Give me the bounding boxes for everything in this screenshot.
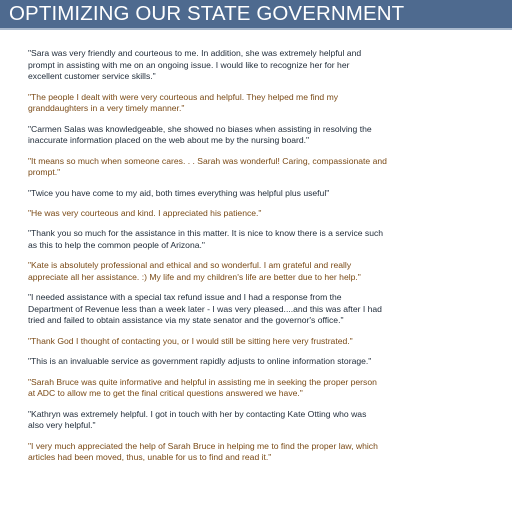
testimonial-quote [28, 336, 502, 348]
quote-line: "Kathryn was extremely helpful. I got in touch with her by contacting Kate Otting who was [28, 408, 367, 419]
title-bar [0, 0, 512, 30]
testimonial-quote [28, 188, 502, 200]
quote-line: "He was very courteous and kind. I appreciated his patience." [28, 207, 262, 218]
quote-line: "Thank God I thought of contacting you, or I would still be sitting here very frustrated." [28, 335, 353, 346]
testimonial-quote [28, 377, 502, 400]
quote-line: "I needed assistance with a special tax refund issue and I had a response from the [28, 292, 342, 303]
testimonial-list [28, 48, 502, 473]
quote-line: "Sara was very friendly and courteous to me. In addition, she was extremely helpful and [28, 48, 362, 58]
testimonial-quote [28, 156, 502, 179]
quote-line: excellent customer service skills." [28, 71, 156, 82]
testimonial-quote [28, 260, 502, 283]
testimonial-quote [28, 208, 502, 220]
testimonial-quote [28, 92, 502, 115]
testimonial-quote [28, 48, 502, 83]
quote-line: tried and failed to obtain assistance via my state senator and the governor's office." [28, 315, 344, 326]
quote-line: at ADC to allow me to get the final critical questions answered we have." [28, 388, 303, 399]
quote-line: "Thank you so much for the assistance in this matter. It is nice to know there is a service such [28, 228, 384, 239]
testimonial-quote [28, 124, 502, 147]
quote-line: "This is an invaluable service as government rapidly adjusts to online information storage." [28, 356, 372, 367]
quote-line: Department of Revenue less than a week later - I was very pleased....and this was after I had [28, 303, 382, 314]
quote-line: "Kate is absolutely professional and ethical and so wonderful. I am grateful and really [28, 260, 352, 271]
testimonial-quote [28, 441, 502, 464]
quote-line: prompt in assisting with me on an ongoing issue. I would like to recognize her for her [28, 59, 350, 70]
testimonial-quote [28, 228, 502, 251]
quote-line: granddaughters in a very timely manner." [28, 103, 185, 114]
quote-line: "Sarah Bruce was quite informative and helpful in assisting me in seeking the proper person [28, 376, 377, 387]
quote-line: as this to help the common people of Arizona." [28, 239, 205, 250]
quote-line: "I very much appreciated the help of Sarah Bruce in helping me to find the proper law, which [28, 440, 378, 451]
testimonial-quote [28, 409, 502, 432]
testimonial-quote [28, 292, 502, 327]
quote-line: "The people I dealt with were very courteous and helpful. They helped me find my [28, 91, 339, 102]
quote-line: "Carmen Salas was knowledgeable, she showed no biases when assisting in resolving the [28, 123, 372, 134]
testimonial-quote [28, 356, 502, 368]
quote-line: articles had been moved, thus, unable for us to find and read it." [28, 452, 272, 463]
quote-line: "Twice you have come to my aid, both times everything was helpful plus useful" [28, 187, 330, 198]
quote-line: inaccurate information placed on the web about me by the nursing board." [28, 135, 310, 146]
quote-line: "It means so much when someone cares. . . Sarah was wonderful! Caring, compassionate and [28, 155, 387, 166]
quote-line: also very helpful." [28, 420, 96, 431]
page-title: OPTIMIZING OUR STATE GOVERNMENT [9, 2, 405, 25]
quote-line: prompt." [28, 167, 61, 178]
quote-line: appreciate all her assistance. :) My life and my children's life are better due to her help." [28, 271, 361, 282]
